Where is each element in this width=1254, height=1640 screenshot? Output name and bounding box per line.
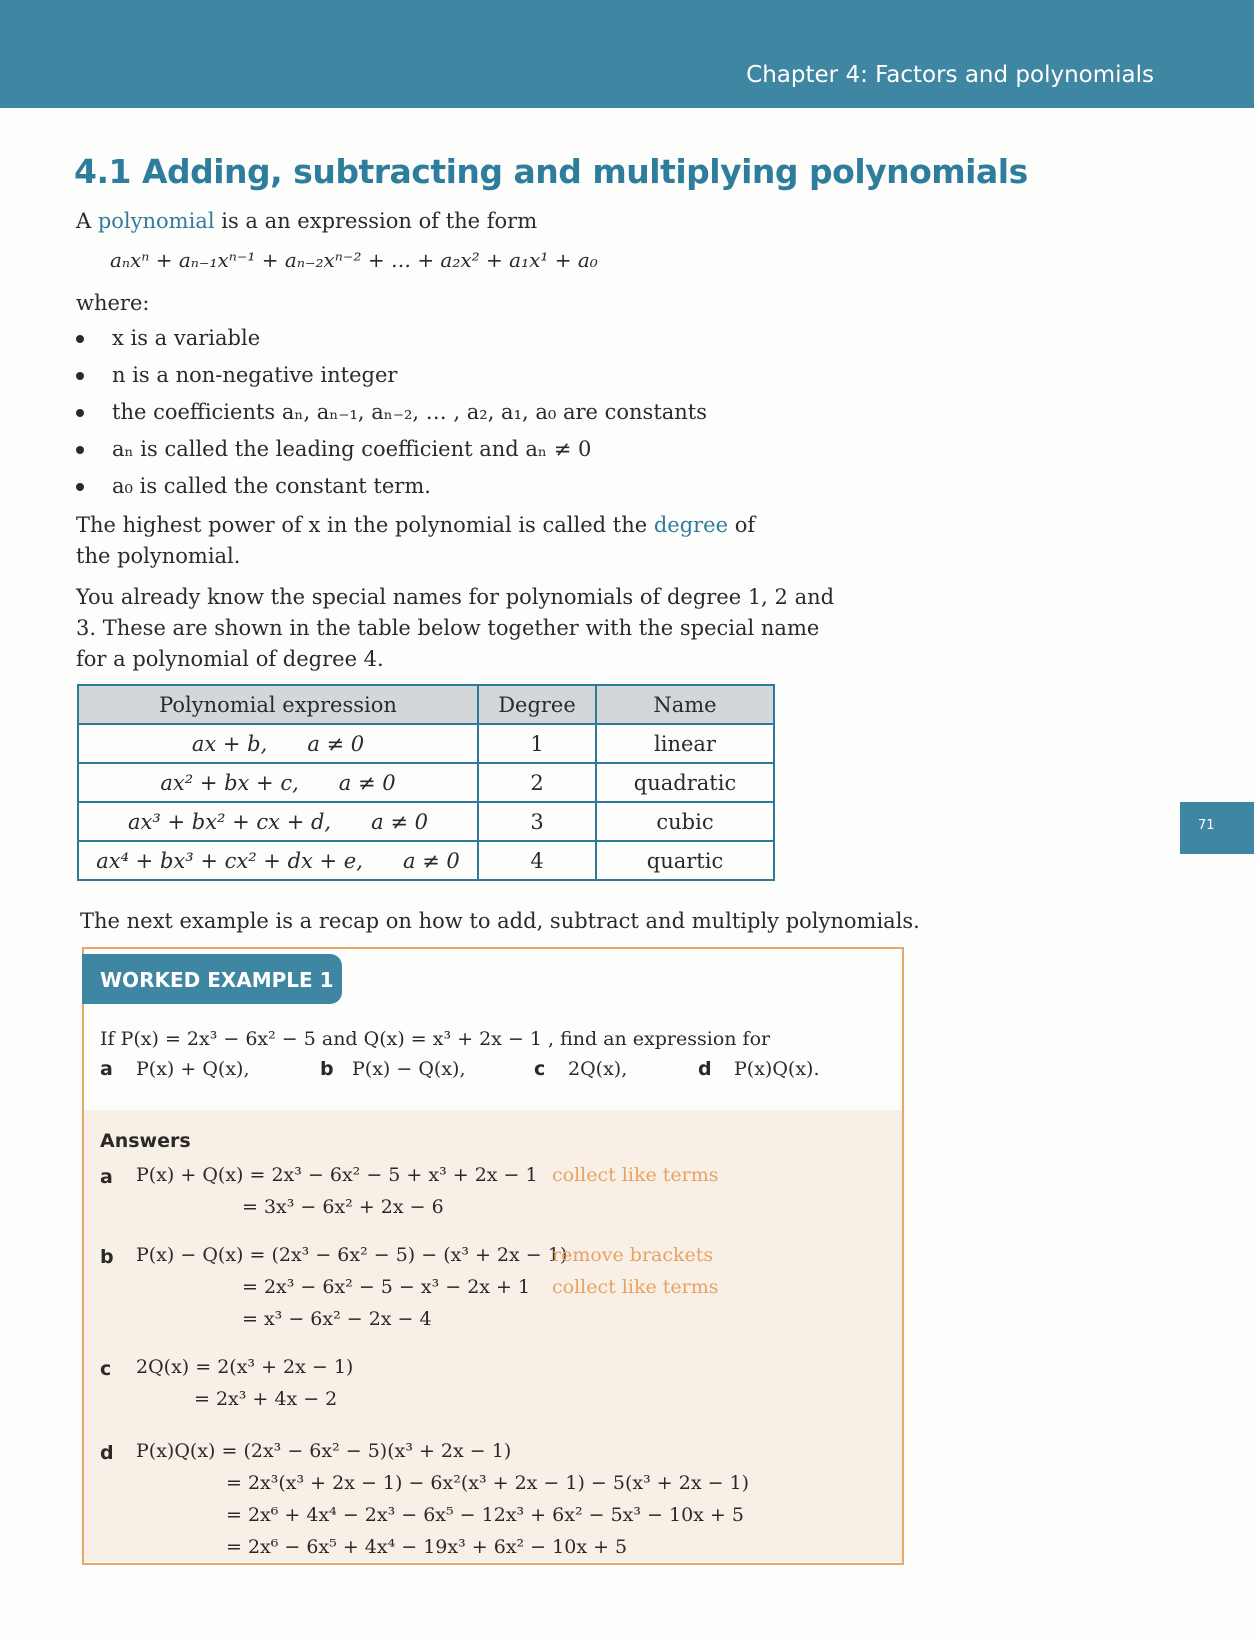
bullet-text: aₙ is called the leading coefficient and aₙ ≠ 0 xyxy=(112,437,592,461)
bullet-text: n is a non-negative integer xyxy=(112,363,398,387)
cell-name: cubic xyxy=(596,802,774,841)
bullet-item xyxy=(76,468,707,505)
definition-bullet-list xyxy=(76,320,707,505)
bullet-text: a₀ is called the constant term. xyxy=(112,474,431,498)
answer-d-line: = 2x⁶ + 4x⁴ − 2x³ − 6x⁵ − 12x³ + 6x² − 5x³ − 10x + 5 xyxy=(226,1504,744,1526)
section-title: 4.1 Adding, subtracting and multiplying polynomials xyxy=(74,152,1028,191)
table-row xyxy=(78,802,774,841)
cell-degree: 4 xyxy=(478,841,596,880)
cell-name: quadratic xyxy=(596,763,774,802)
bullet-item xyxy=(76,320,707,357)
answer-b-line: = x³ − 6x² − 2x − 4 xyxy=(242,1308,432,1330)
table-row xyxy=(78,841,774,880)
part-letter: a xyxy=(100,1058,113,1080)
part-letter: b xyxy=(320,1058,334,1080)
cell-expression: ax³ + bx² + cx + d, a ≠ 0 xyxy=(78,802,478,841)
table-header-row xyxy=(78,685,774,724)
bullet-text: x is a variable xyxy=(112,326,261,350)
chapter-title: Chapter 4: Factors and polynomials xyxy=(746,62,1154,88)
page-number-tab xyxy=(1180,802,1254,854)
bullet-item xyxy=(76,357,707,394)
degree-post: of the polynomial. xyxy=(76,513,756,568)
answer-d-line: P(x)Q(x) = (2x³ − 6x² − 5)(x³ + 2x − 1) xyxy=(136,1440,512,1462)
degree-term: degree xyxy=(653,513,729,537)
answer-b-line: P(x) − Q(x) = (2x³ − 6x² − 5) − (x³ + 2x − 1) xyxy=(136,1244,568,1266)
answer-b-note: remove brackets xyxy=(552,1244,714,1266)
header-degree: Degree xyxy=(478,685,596,724)
question-parts xyxy=(100,1058,860,1088)
part-text: P(x)Q(x). xyxy=(734,1058,820,1080)
part-text: P(x) − Q(x), xyxy=(352,1058,466,1080)
polynomial-degree-table xyxy=(77,684,775,881)
header-expression: Polynomial expression xyxy=(78,685,478,724)
answer-a-note: collect like terms xyxy=(552,1164,719,1186)
bullet-dot-icon xyxy=(76,372,84,380)
bullet-dot-icon xyxy=(76,409,84,417)
bullet-item xyxy=(76,431,707,468)
answer-letter: a xyxy=(100,1166,113,1188)
cell-degree: 2 xyxy=(478,763,596,802)
bullet-dot-icon xyxy=(76,335,84,343)
part-text: 2Q(x), xyxy=(568,1058,628,1080)
intro-post: is a an expression of the form xyxy=(214,209,538,233)
general-polynomial-formula: aₙxⁿ + aₙ₋₁xⁿ⁻¹ + aₙ₋₂xⁿ⁻² + … + a₂x² + a₁x¹ + a₀ xyxy=(110,248,598,272)
bullet-text: the coefficients aₙ, aₙ₋₁, aₙ₋₂, … , a₂, a₁, a₀ are constants xyxy=(112,400,708,424)
part-letter: c xyxy=(534,1058,546,1080)
answer-b-line: = 2x³ − 6x² − 5 − x³ − 2x + 1 xyxy=(242,1276,531,1298)
page-number: 71 xyxy=(1198,818,1215,833)
answer-a-line: P(x) + Q(x) = 2x³ − 6x² − 5 + x³ + 2x − 1 xyxy=(136,1164,538,1186)
question-text: If P(x) = 2x³ − 6x² − 5 and Q(x) = x³ + 2x − 1 , find an expression for xyxy=(100,1028,771,1050)
chapter-header-band xyxy=(0,0,1254,108)
answer-letter: c xyxy=(100,1358,112,1380)
cell-name: linear xyxy=(596,724,774,763)
cell-expression: ax + b, a ≠ 0 xyxy=(78,724,478,763)
answer-a-line: = 3x³ − 6x² + 2x − 6 xyxy=(242,1196,444,1218)
intro-paragraph xyxy=(76,206,856,237)
intro-pre: A xyxy=(76,209,98,233)
cell-degree: 3 xyxy=(478,802,596,841)
cell-expression: ax⁴ + bx³ + cx² + dx + e, a ≠ 0 xyxy=(78,841,478,880)
cell-degree: 1 xyxy=(478,724,596,763)
part-letter: d xyxy=(698,1058,712,1080)
answer-c-line: 2Q(x) = 2(x³ + 2x − 1) xyxy=(136,1356,354,1378)
degree-pre: The highest power of x in the polynomial is called the xyxy=(76,513,654,537)
answer-c-line: = 2x³ + 4x − 2 xyxy=(194,1388,338,1410)
answer-d-line: = 2x³(x³ + 2x − 1) − 6x²(x³ + 2x − 1) − 5(x³ + 2x − 1) xyxy=(226,1472,750,1494)
table-row xyxy=(78,724,774,763)
next-example-paragraph: The next example is a recap on how to add, subtract and multiply polynomials. xyxy=(80,909,920,933)
polynomial-term: polynomial xyxy=(97,209,215,233)
answers-heading: Answers xyxy=(100,1130,191,1152)
cell-expression: ax² + bx + c, a ≠ 0 xyxy=(78,763,478,802)
bullet-dot-icon xyxy=(76,446,84,454)
where-label: where: xyxy=(76,291,150,315)
answer-d-line: = 2x⁶ − 6x⁵ + 4x⁴ − 19x³ + 6x² − 10x + 5 xyxy=(226,1536,628,1558)
answer-letter: d xyxy=(100,1442,114,1464)
special-names-paragraph: You already know the special names for polynomials of degree 1, 2 and 3. These are shown in the table below together with the special name for a polynomial of degree 4. xyxy=(76,585,835,671)
worked-example-label: WORKED EXAMPLE 1 xyxy=(100,968,334,992)
degree-paragraph xyxy=(76,510,756,572)
table-row xyxy=(78,763,774,802)
part-text: P(x) + Q(x), xyxy=(136,1058,250,1080)
answer-letter: b xyxy=(100,1246,114,1268)
answer-b-note: collect like terms xyxy=(552,1276,719,1298)
cell-name: quartic xyxy=(596,841,774,880)
bullet-item xyxy=(76,394,707,431)
bullet-dot-icon xyxy=(76,483,84,491)
header-name: Name xyxy=(596,685,774,724)
